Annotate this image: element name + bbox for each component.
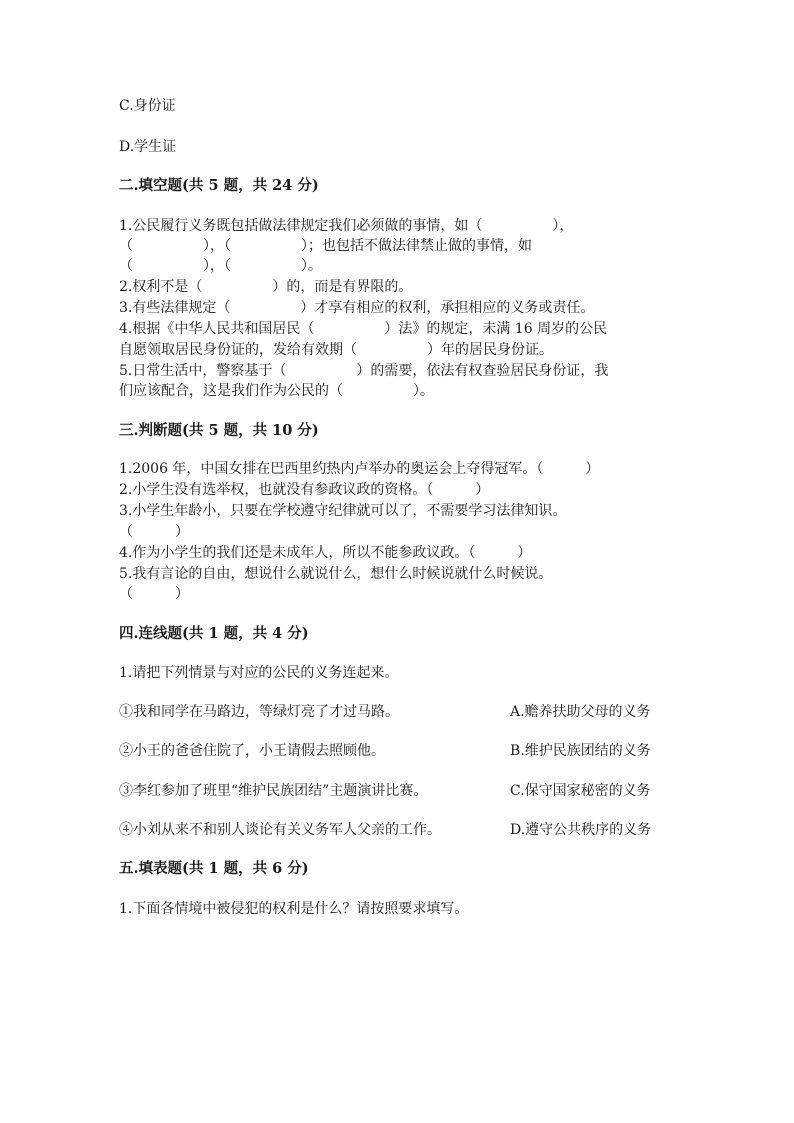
fill-blank-line: 2.权利不是（ ）的，而是有界限的。 xyxy=(119,279,413,295)
judgement-line: （ ） xyxy=(119,524,189,540)
matching-left-item: ②小王的爸爸住院了，小王请假去照顾他。 xyxy=(119,743,385,759)
matching-right-item: C.保守国家秘密的义务 xyxy=(510,783,651,799)
fill-blank-line: （ ），（ ）。 xyxy=(119,258,322,274)
fill-blank-line: （ ），（ ）；也包括不做法律禁止做的事情，如 xyxy=(119,238,532,254)
fill-blank-line: 1.公民履行义务既包括做法律规定我们必须做的事情，如（ ）， xyxy=(119,218,574,234)
matching-right-item: A.赡养扶助父母的义务 xyxy=(510,704,651,720)
section-heading-table: 五.填表题(共 1 题，共 6 分) xyxy=(119,860,309,877)
judgement-line: 2.小学生没有选举权，也就没有参政议政的资格。（ ） xyxy=(119,482,490,498)
judgement-line: 3.小学生年龄小，只要在学校遵守纪律就可以了，不需要学习法律知识。 xyxy=(119,503,567,519)
fill-blank-line: 3.有些法律规定（ ）才享有相应的权利，承担相应的义务或责任。 xyxy=(119,300,595,316)
section-heading-judgement: 三.判断题(共 5 题，共 10 分) xyxy=(119,422,319,439)
option-d: D.学生证 xyxy=(119,139,177,155)
judgement-line: 5.我有言论的自由，想说什么就说什么，想什么时候说就什么时候说。 xyxy=(119,566,553,582)
judgement-line: （ ） xyxy=(119,586,189,602)
table-question: 1.下面各情境中被侵犯的权利是什么？请按照要求填写。 xyxy=(119,901,469,917)
fill-blank-line: 5.日常生活中，警察基于（ ）的需要，依法有权查验居民身份证，我 xyxy=(119,363,609,379)
matching-left-item: ④小刘从来不和别人谈论有关义务军人父亲的工作。 xyxy=(119,822,441,838)
fill-blank-line: 4.根据《中华人民共和国居民（ ）法》的规定，未满 16 周岁的公民 xyxy=(119,321,608,337)
matching-right-item: B.维护民族团结的义务 xyxy=(510,743,651,759)
matching-right-item: D.遵守公共秩序的义务 xyxy=(510,822,652,838)
matching-question: 1.请把下列情景与对应的公民的义务连起来。 xyxy=(119,665,399,681)
option-c: C.身份证 xyxy=(119,98,176,114)
fill-blank-line: 自愿领取居民身份证的，发给有效期（ ）年的居民身份证。 xyxy=(119,342,553,358)
section-heading-fill-blank: 二.填空题(共 5 题，共 24 分) xyxy=(119,177,319,194)
fill-blank-line: 们应该配合，这是我们作为公民的（ ）。 xyxy=(119,383,434,399)
matching-left-item: ①我和同学在马路边，等绿灯亮了才过马路。 xyxy=(119,704,399,720)
judgement-line: 4.作为小学生的我们还是未成年人，所以不能参政议政。（ ） xyxy=(119,545,532,561)
matching-left-item: ③李红参加了班里“维护民族团结”主题演讲比赛。 xyxy=(119,783,428,799)
section-heading-matching: 四.连线题(共 1 题，共 4 分) xyxy=(119,625,309,642)
judgement-line: 1.2006 年，中国女排在巴西里约热内卢举办的奥运会上夺得冠军。（ ） xyxy=(119,461,600,477)
